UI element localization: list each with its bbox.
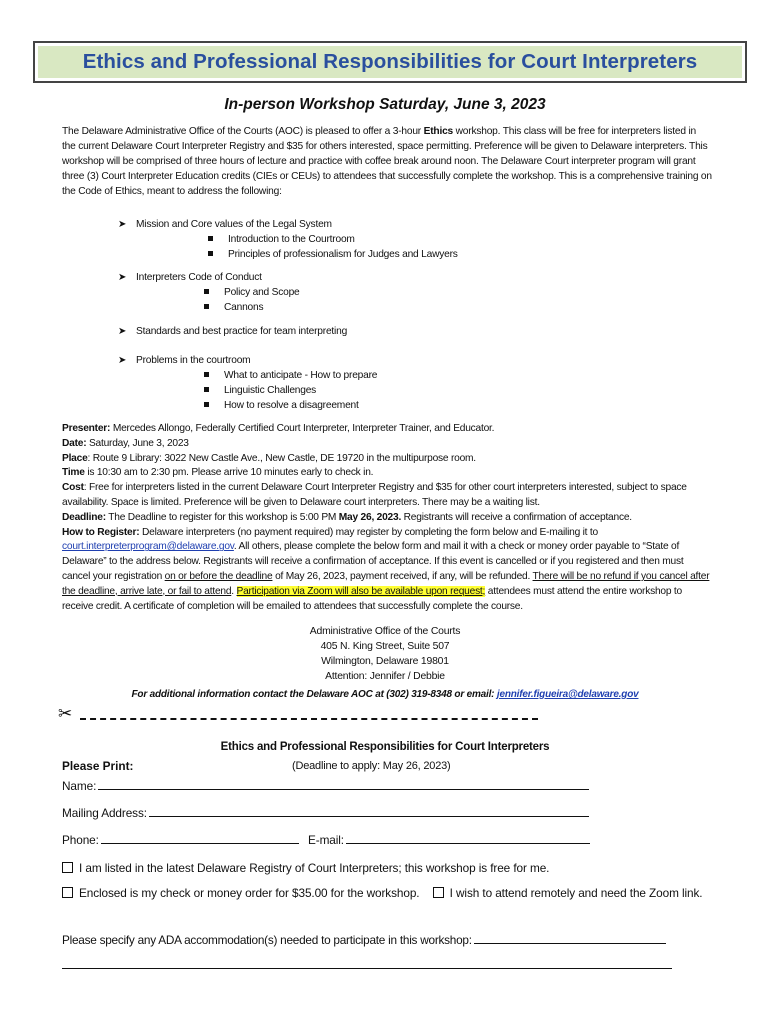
zoom-checkbox[interactable]	[433, 887, 444, 898]
ada-line[interactable]	[474, 942, 666, 944]
zoom-checkbox-label: I wish to attend remotely and need the Zoom link.	[449, 886, 703, 900]
address-line: Attention: Jennifer / Debbie	[325, 671, 445, 683]
deadline-after: Registrants will receive a confirmation of acceptance.	[401, 511, 632, 523]
registry-checkbox-row[interactable]	[62, 861, 549, 875]
page-title: Ethics and Professional Responsibilities for Court Interpreters	[38, 46, 742, 78]
square-bullet-icon	[204, 402, 209, 407]
howto-text-5: attendees must attend the entire workshop to receive credit. A certificate of completion will be emailed to attendees that successfully complete the course.	[62, 585, 682, 612]
deadline-label: Deadline:	[62, 511, 106, 523]
email-label: E-mail:	[307, 833, 344, 847]
address-line: 405 N. King Street, Suite 507	[320, 641, 450, 653]
arrow-bullet-icon: ➤	[118, 272, 127, 283]
howto-text-2: . All others, please complete the below form and mail it with a check or money order payable to “State of Delaware” to the address below. Registrants will receive a confirmation of acceptance. If this event is cancelled or if you registered and then must cancel your registration	[62, 541, 684, 582]
topic-team-interpreting	[118, 324, 678, 339]
topic-title: Standards and best practice for team interpreting	[136, 326, 348, 337]
square-bullet-icon	[204, 372, 209, 377]
form-deadline: (Deadline to apply: May 26, 2023)	[292, 760, 451, 772]
contact-email-link[interactable]: jennifer.figueira@delaware.gov	[496, 689, 639, 700]
presenter-label: Presenter:	[62, 423, 111, 434]
phone-line[interactable]	[101, 842, 299, 844]
topic-item: Introduction to the Courtroom	[228, 234, 355, 245]
intro-text-1: The Delaware Administrative Office of the Courts (AOC) is pleased to offer a 3-hour	[62, 126, 424, 137]
howto-label: How to Register:	[62, 526, 140, 538]
presenter-value: Mercedes Allongo, Federally Certified Court Interpreter, Interpreter Trainer, and Educator.	[110, 423, 495, 434]
cost-label: Cost	[62, 482, 84, 494]
topic-problems	[118, 353, 678, 414]
intro-bold-ethics: Ethics	[423, 126, 454, 137]
event-details	[62, 422, 714, 614]
payment-checkbox-label: Enclosed is my check or money order for $35.00 for the workshop.	[79, 886, 420, 900]
topic-item: Linguistic Challenges	[224, 385, 317, 397]
deadline-date: May 26, 2023.	[338, 511, 402, 523]
topic-code-of-conduct	[118, 270, 678, 315]
date-label: Date:	[62, 437, 87, 449]
ada-extra-line-row[interactable]	[62, 958, 672, 972]
howto-text-1: Delaware interpreters (no payment required) may register by completing the form below and E-mailing it to	[139, 526, 598, 538]
topic-item: Policy and Scope	[224, 287, 300, 298]
howto-underline-no-refund: There will be no refund if you cancel after the deadline, arrive late, or fail to attend	[62, 570, 710, 597]
howto-text-4: .	[231, 585, 237, 597]
please-print-label: Please Print:	[62, 759, 134, 773]
name-field[interactable]	[62, 779, 589, 793]
intro-text-2: workshop. This class will be free for interpreters listed in the current Delaware Court Interpreter Registry and $35 for others interested, space permitting. Preference will be given to Delaware interpreters. This workshop will be comprised of three hours of lecture and practice with coffee break around noon. The Delaware Court interpreter program will grant three (3) Court Interpreter Education credits (CIEs or CEUs) to attendees that successfully complete the workshop. This is a comprehensive training on the Code of Ethics, meant to address the following:	[62, 126, 712, 198]
address-line: Wilmington, Delaware 19801	[321, 656, 449, 668]
topic-mission	[118, 217, 678, 262]
address-line-input[interactable]	[149, 815, 589, 817]
contact-text: For additional information contact the Delaware AOC at (302) 319-8348 or email:	[131, 689, 497, 700]
scissors-icon: ✂	[58, 704, 73, 723]
topic-item: Principles of professionalism for Judges and Lawyers	[228, 249, 458, 261]
square-bullet-icon	[204, 387, 209, 392]
square-bullet-icon	[208, 236, 213, 241]
date-value: Saturday, June 3, 2023	[86, 437, 189, 449]
arrow-bullet-icon: ➤	[118, 219, 127, 230]
dashed-divider	[80, 718, 538, 720]
square-bullet-icon	[204, 289, 209, 294]
howto-underline-deadline: on or before the deadline	[164, 570, 273, 582]
topic-item: How to resolve a disagreement	[224, 400, 359, 412]
howto-text-3: of May 26, 2023, payment received, if any, will be refunded.	[272, 570, 533, 582]
topic-title: Problems in the courtroom	[136, 355, 251, 366]
mailing-address	[0, 624, 770, 684]
payment-checkbox[interactable]	[62, 887, 73, 898]
address-label: Mailing Address:	[62, 806, 147, 820]
time-label: Time	[62, 467, 85, 479]
intro-paragraph	[62, 124, 712, 199]
cut-line	[58, 704, 538, 725]
ada-label: Please specify any ADA accommodation(s) needed to participate in this workshop:	[62, 933, 472, 947]
payment-checkbox-row[interactable]	[62, 886, 702, 900]
topic-title: Interpreters Code of Conduct	[136, 272, 262, 283]
form-title: Ethics and Professional Responsibilities for Court Interpreters	[220, 741, 550, 753]
arrow-bullet-icon: ➤	[118, 326, 127, 337]
square-bullet-icon	[204, 304, 209, 309]
phone-label: Phone:	[62, 833, 99, 847]
title-banner	[33, 41, 747, 83]
topic-item: What to anticipate - How to prepare	[224, 370, 378, 381]
name-line[interactable]	[98, 788, 589, 790]
ada-extra-line[interactable]	[62, 967, 672, 969]
square-bullet-icon	[208, 251, 213, 256]
phone-field[interactable]	[62, 833, 590, 847]
contact-info	[0, 689, 770, 700]
arrow-bullet-icon: ➤	[118, 355, 127, 366]
ada-field[interactable]	[62, 933, 666, 947]
topic-item: Cannons	[224, 302, 264, 314]
workshop-subtitle: In-person Workshop Saturday, June 3, 2023	[224, 96, 546, 113]
deadline-text: The Deadline to register for this workshop is 5:00 PM	[105, 511, 339, 523]
registry-checkbox[interactable]	[62, 862, 73, 873]
place-value: : Route 9 Library: 3022 New Castle Ave., New Castle, DE 19720 in the multipurpose room.	[87, 452, 476, 464]
email-line[interactable]	[346, 842, 590, 844]
registry-checkbox-label: I am listed in the latest Delaware Registry of Court Interpreters; this workshop is free for me.	[79, 861, 550, 875]
name-label: Name:	[62, 779, 97, 793]
address-field[interactable]	[62, 806, 589, 820]
program-email-link[interactable]: court.interpreterprogram@delaware.gov	[62, 541, 234, 553]
place-label: Place	[62, 452, 88, 464]
cost-value: : Free for interpreters listed in the current Delaware Court Interpreter Registry and $35 for other court interpreters interested, subject to space availability. Space is limited. Preference will be given to Delaware court interpreters. There may be a waiting list.	[62, 482, 687, 508]
time-value: is 10:30 am to 2:30 pm. Please arrive 10 minutes early to check in.	[84, 467, 374, 479]
zoom-highlight: Participation via Zoom will also be available upon request;	[236, 585, 486, 597]
address-line: Administrative Office of the Courts	[309, 626, 461, 637]
topic-title: Mission and Core values of the Legal System	[136, 219, 332, 230]
